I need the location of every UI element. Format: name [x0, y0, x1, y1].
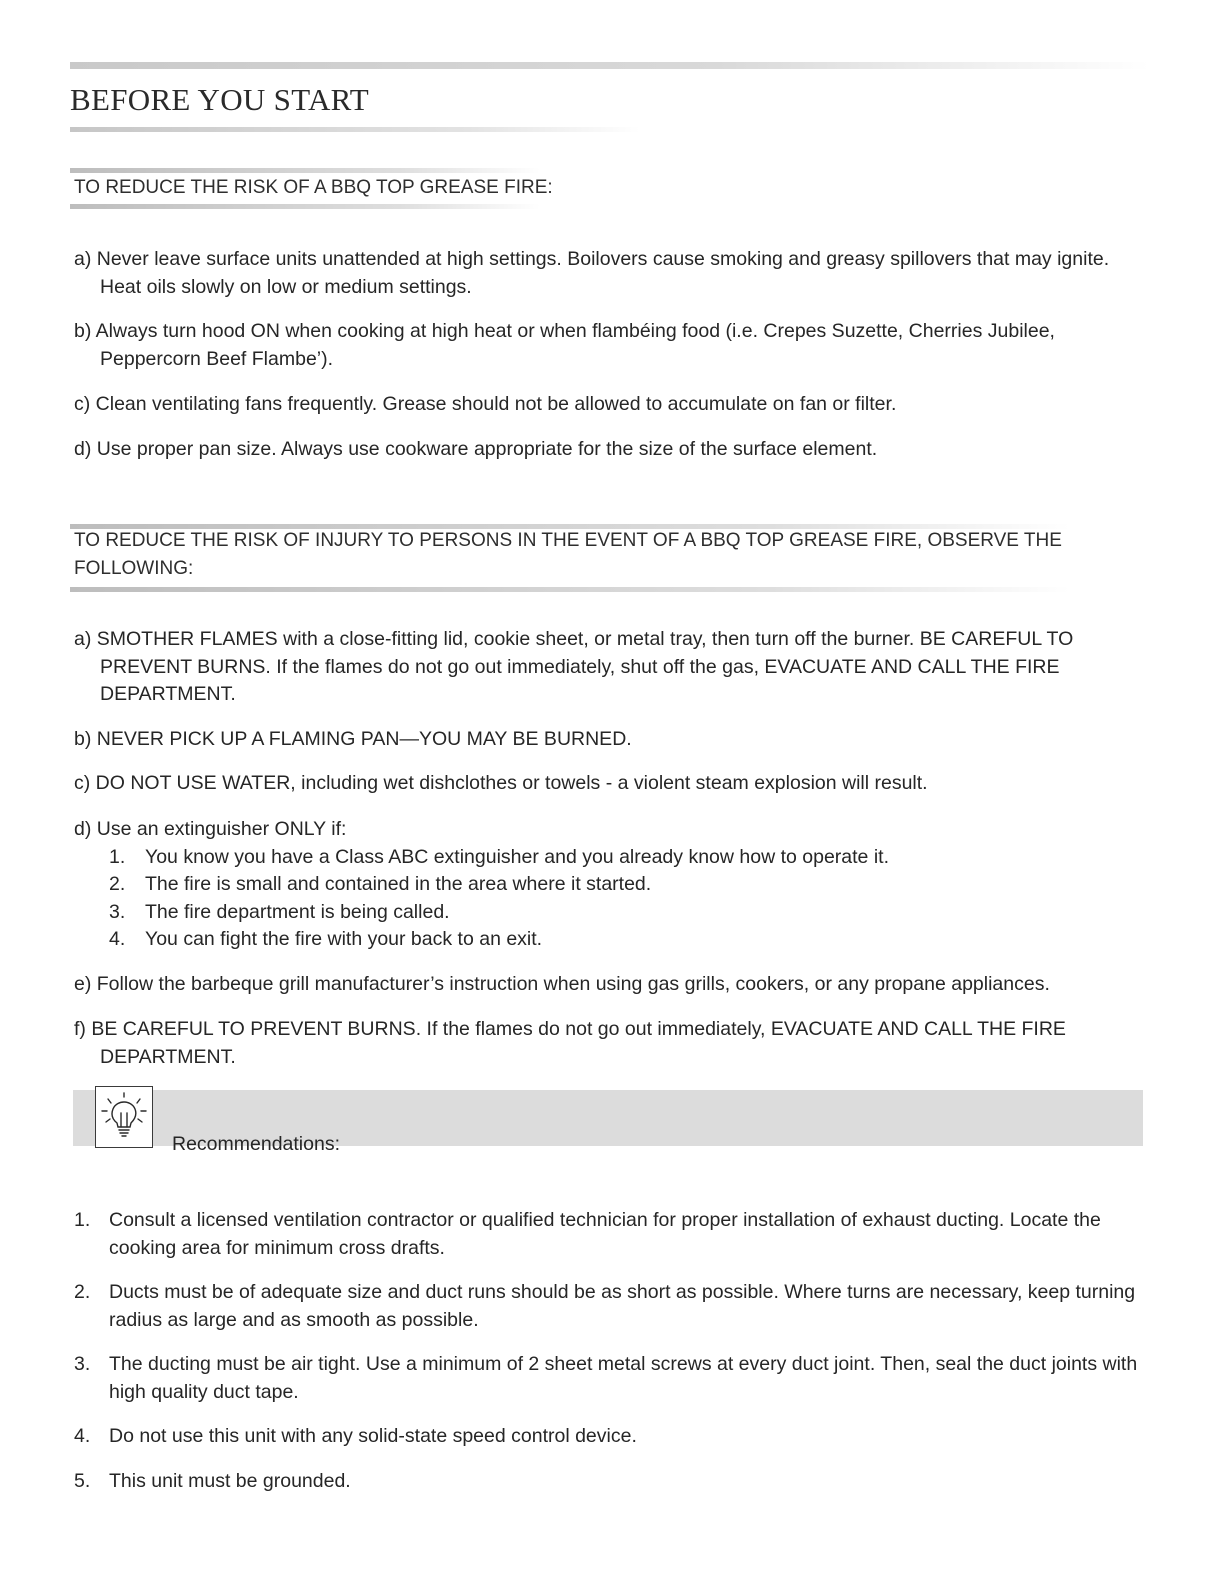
section1-heading: TO REDUCE THE RISK OF A BBQ TOP GREASE FIRE: — [74, 177, 553, 198]
title-underline — [70, 127, 640, 132]
extinguisher-condition: 1. You know you have a Class ABC extinguisher and you already know how to operate it. — [109, 846, 889, 868]
section1-item-a: a) Never leave surface units unattended at high settings. Boilovers cause smoking and greasy spillovers that may ignite. Heat oils slowly on low or medium settings. — [74, 248, 1110, 298]
recommendation-item: 2. Ducts must be of adequate size and duct runs should be as short as possible. Where turns are necessary, keep turning radius as large and as smooth as possible. — [74, 1281, 1136, 1331]
section1-item-d: d) Use proper pan size. Always use cookware appropriate for the size of the surface element. — [74, 438, 878, 460]
extinguisher-condition: 3. The fire department is being called. — [109, 901, 450, 923]
section2-item-c: c) DO NOT USE WATER, including wet dishclothes or towels - a violent steam explosion will result. — [74, 772, 928, 794]
top-divider — [70, 62, 1150, 69]
section2-item-d: d) Use an extinguisher ONLY if: — [74, 818, 347, 840]
extinguisher-condition: 2. The fire is small and contained in the area where it started. — [109, 873, 652, 895]
section2-rule-bottom — [70, 587, 1070, 592]
section2-item-a: a) SMOTHER FLAMES with a close-fitting lid, cookie sheet, or metal tray, then turn off the burner. BE CAREFUL TO PREVENT BURNS. If the flames do not go out immediately, shut off the gas, EVACUATE AND CALL THE FIRE DEPARTMENT. — [74, 628, 1074, 705]
lightbulb-icon — [95, 1086, 153, 1148]
section2-item-b: b) NEVER PICK UP A FLAMING PAN—YOU MAY BE BURNED. — [74, 728, 632, 750]
section1-rule-bottom — [70, 204, 540, 209]
recommendation-item: 4. Do not use this unit with any solid-state speed control device. — [74, 1425, 637, 1447]
section2-item-e: e) Follow the barbeque grill manufacturer’s instruction when using gas grills, cookers, or any propane appliances. — [74, 973, 1050, 995]
extinguisher-condition: 4. You can fight the fire with your back to an exit. — [109, 928, 543, 950]
section2-item-f: f) BE CAREFUL TO PREVENT BURNS. If the flames do not go out immediately, EVACUATE AND CALL THE FIRE DEPARTMENT. — [74, 1018, 1066, 1068]
recommendation-item: 3. The ducting must be air tight. Use a minimum of 2 sheet metal screws at every duct joint. Then, seal the duct joints with high quality duct tape. — [74, 1353, 1138, 1403]
section1-rule-top — [70, 168, 540, 173]
recommendation-item: 5. This unit must be grounded. — [74, 1470, 351, 1492]
recommendation-item: 1. Consult a licensed ventilation contractor or qualified technician for proper installation of exhaust ducting. Locate the cooking area for minimum cross drafts. — [74, 1209, 1101, 1259]
section1-item-b: b) Always turn hood ON when cooking at high heat or when flambéing food (i.e. Crepes Suzette, Cherries Jubilee, Peppercorn Beef Flambe’). — [74, 320, 1055, 370]
recommendations-label: Recommendations: — [172, 1133, 340, 1155]
section2-heading: TO REDUCE THE RISK OF INJURY TO PERSONS IN THE EVENT OF A BBQ TOP GREASE FIRE, OBSERVE THE FOLLOWING: — [74, 530, 1062, 579]
section1-item-c: c) Clean ventilating fans frequently. Grease should not be allowed to accumulate on fan or filter. — [74, 393, 897, 415]
page-title: BEFORE YOU START — [70, 82, 369, 117]
